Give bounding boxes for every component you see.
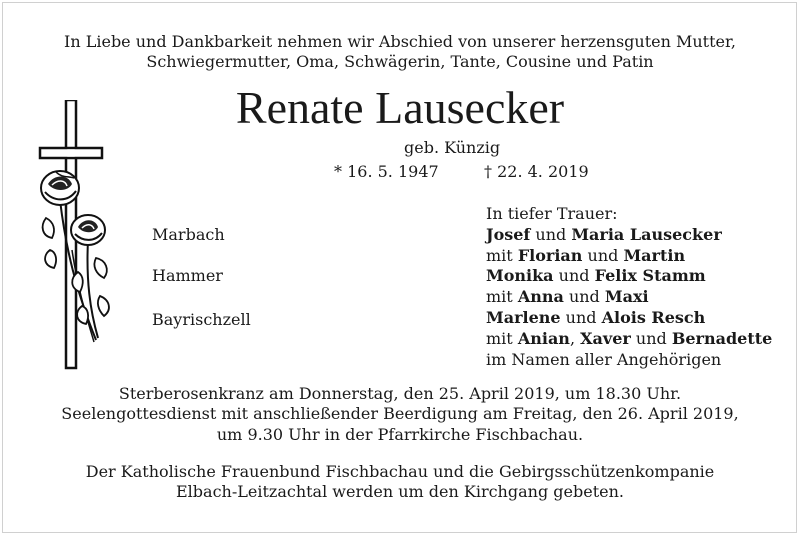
mourners-closing: im Namen aller Angehörigen (486, 349, 722, 369)
intro-line-2: Schwiegermutter, Oma, Schwägerin, Tante, Cousine und Patin (146, 52, 654, 71)
birth-name: geb. Künzig (404, 138, 501, 157)
cross-with-roses-icon (38, 100, 118, 370)
associations-notice-line-1: Der Katholische Frauenbund Fischbachau und die Gebirgsschützenkompanie (85, 462, 715, 481)
mourner-line-2: mit Florian und Martin (486, 245, 686, 265)
place-hammer: Hammer (152, 266, 223, 285)
mourners-list (486, 204, 772, 370)
mourner-line-1: Josef und Maria Lausecker (486, 224, 722, 244)
death-date: † 22. 4. 2019 (484, 162, 589, 181)
rosary-notice: Sterberosenkranz am Donnerstag, den 25. April 2019, um 18.30 Uhr. (118, 384, 682, 403)
mourner-line-4: mit Anna und Maxi (486, 287, 649, 307)
mourner-line-6: mit Anian, Xaver und Bernadette (486, 328, 773, 348)
funeral-notice-line-2: um 9.30 Uhr in der Pfarrkirche Fischbachau. (216, 425, 584, 444)
mourner-line-3: Monika und Felix Stamm (486, 266, 706, 286)
associations-notice-line-2: Elbach-Leitzachtal werden um den Kirchgang gebeten. (176, 482, 624, 501)
funeral-notice-line-1: Seelengottesdienst mit anschließender Beerdigung am Freitag, den 26. April 2019, (61, 404, 739, 423)
intro-line-1: In Liebe und Dankbarkeit nehmen wir Abschied von unserer herzensguten Mutter, (64, 32, 736, 51)
place-marbach: Marbach (152, 225, 225, 244)
deceased-name: Renate Lausecker (235, 82, 565, 133)
mourner-line-5: Marlene und Alois Resch (486, 307, 706, 327)
place-bayrischzell: Bayrischzell (152, 310, 251, 329)
mourners-heading: In tiefer Trauer: (486, 204, 618, 223)
birth-date: * 16. 5. 1947 (334, 162, 439, 181)
